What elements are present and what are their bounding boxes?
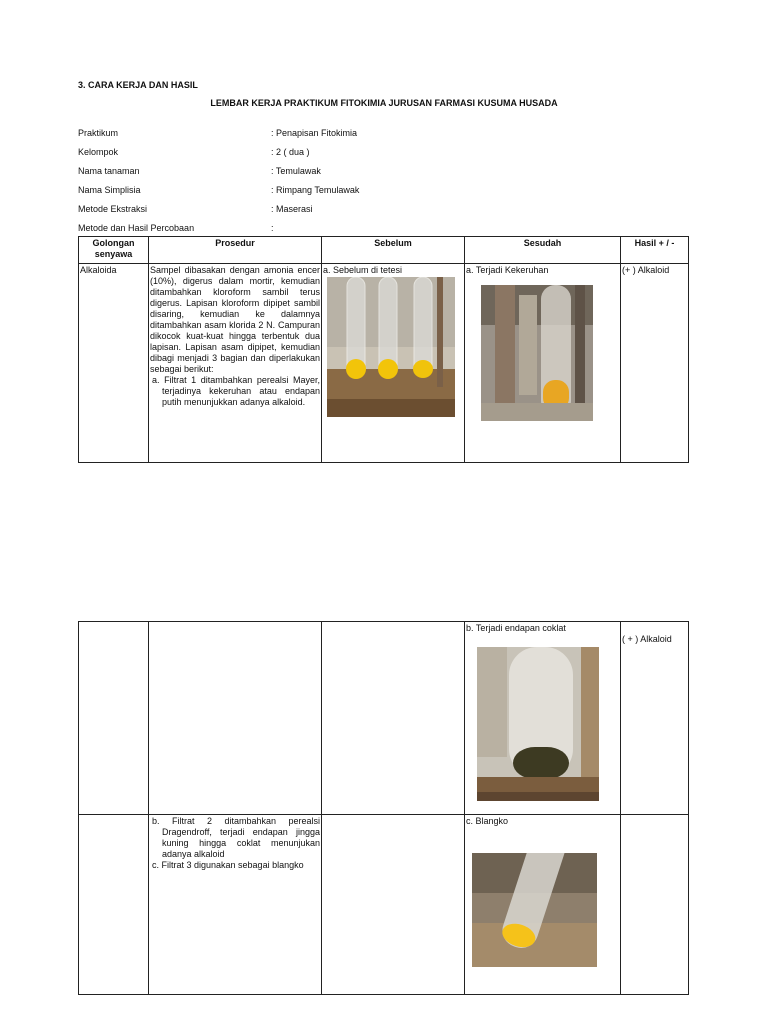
row2-prosedur <box>149 622 322 815</box>
meta-value-tanaman: : Temulawak <box>271 166 321 176</box>
meta-label-kelompok: Kelompok <box>78 147 119 157</box>
prosedur-item-b: b. Filtrat 2 ditambahkan perealsi Dragendroff, terjadi endapan jingga kuning hingga coklat menunjukan adanya alkaloid <box>152 816 320 859</box>
prosedur-item-c: c. Filtrat 3 digunakan sebagai blangko <box>152 860 304 870</box>
cell-golongan: Alkaloida <box>79 264 149 463</box>
meta-value-praktikum: : Penapisan Fitokimia <box>271 128 358 138</box>
meta-value-kelompok: : 2 ( dua ) <box>271 147 310 157</box>
header-golongan: Golongan senyawa <box>79 237 149 264</box>
worksheet-title: LEMBAR KERJA PRAKTIKUM FITOKIMIA JURUSAN FARMASI KUSUMA HUSADA <box>210 98 558 108</box>
row3-sesudah-caption: c. Blangko <box>466 816 509 826</box>
header-hasil: Hasil + / - <box>621 237 689 264</box>
row3-hasil <box>621 815 689 995</box>
meta-label-metode: Metode dan Hasil Percobaan <box>78 223 195 233</box>
section-heading: 3. CARA KERJA DAN HASIL <box>78 80 198 90</box>
photo-after-turbid <box>481 285 593 421</box>
meta-value-simplisia: : Rimpang Temulawak <box>271 185 360 195</box>
header-sesudah: Sesudah <box>465 237 621 264</box>
photo-brown-precipitate <box>477 647 599 801</box>
sesudah-caption: a. Terjadi Kekeruhan <box>466 265 549 275</box>
cell-prosedur <box>149 264 322 463</box>
meta-value-metode: : <box>271 223 274 233</box>
prosedur-item-a: a. Filtrat 1 ditambahkan perealsi Mayer, terjadinya kekeruhan atau endapan putih menunjukkan adanya alkaloid. <box>152 375 320 407</box>
photo-before-tubes <box>327 277 455 417</box>
row2-hasil <box>621 622 689 815</box>
header-sebelum: Sebelum <box>322 237 465 264</box>
meta-label-simplisia: Nama Simplisia <box>78 185 141 195</box>
photo-blank-tube <box>472 853 597 967</box>
row3-golongan <box>79 815 149 995</box>
meta-label-praktikum: Praktikum <box>78 128 119 138</box>
cell-hasil: (+ ) Alkaloid <box>621 264 689 463</box>
row2-golongan <box>79 622 149 815</box>
row2-sebelum <box>322 622 465 815</box>
meta-label-tanaman: Nama tanaman <box>78 166 140 176</box>
header-prosedur: Prosedur <box>149 237 322 264</box>
row2-sesudah-caption: b. Terjadi endapan coklat <box>466 623 566 633</box>
prosedur-text: Sampel dibasakan dengan amonia encer (10%), digerus dalam mortir, kemudian ditambahkan kloroform sambil terus digerus. Lapisan kloroform dipipet sambil disaring, kemudian ke dalamnya ditambahkan asam klorida 2 N. Campuran dikocok kuat-kuat hingga terbentuk dua lapisan. Lapisan asam dipipet, kemudian dibagi menjadi 3 bagian dan diperlakukan sebagai berikut: <box>150 265 320 374</box>
row3-prosedur <box>149 815 322 995</box>
row2-hasil-text: ( + ) Alkaloid <box>622 634 672 644</box>
meta-label-ekstraksi: Metode Ekstraksi <box>78 204 148 214</box>
sebelum-caption: a. Sebelum di tetesi <box>323 265 403 275</box>
row3-sebelum <box>322 815 465 995</box>
meta-value-ekstraksi: : Maserasi <box>271 204 313 214</box>
